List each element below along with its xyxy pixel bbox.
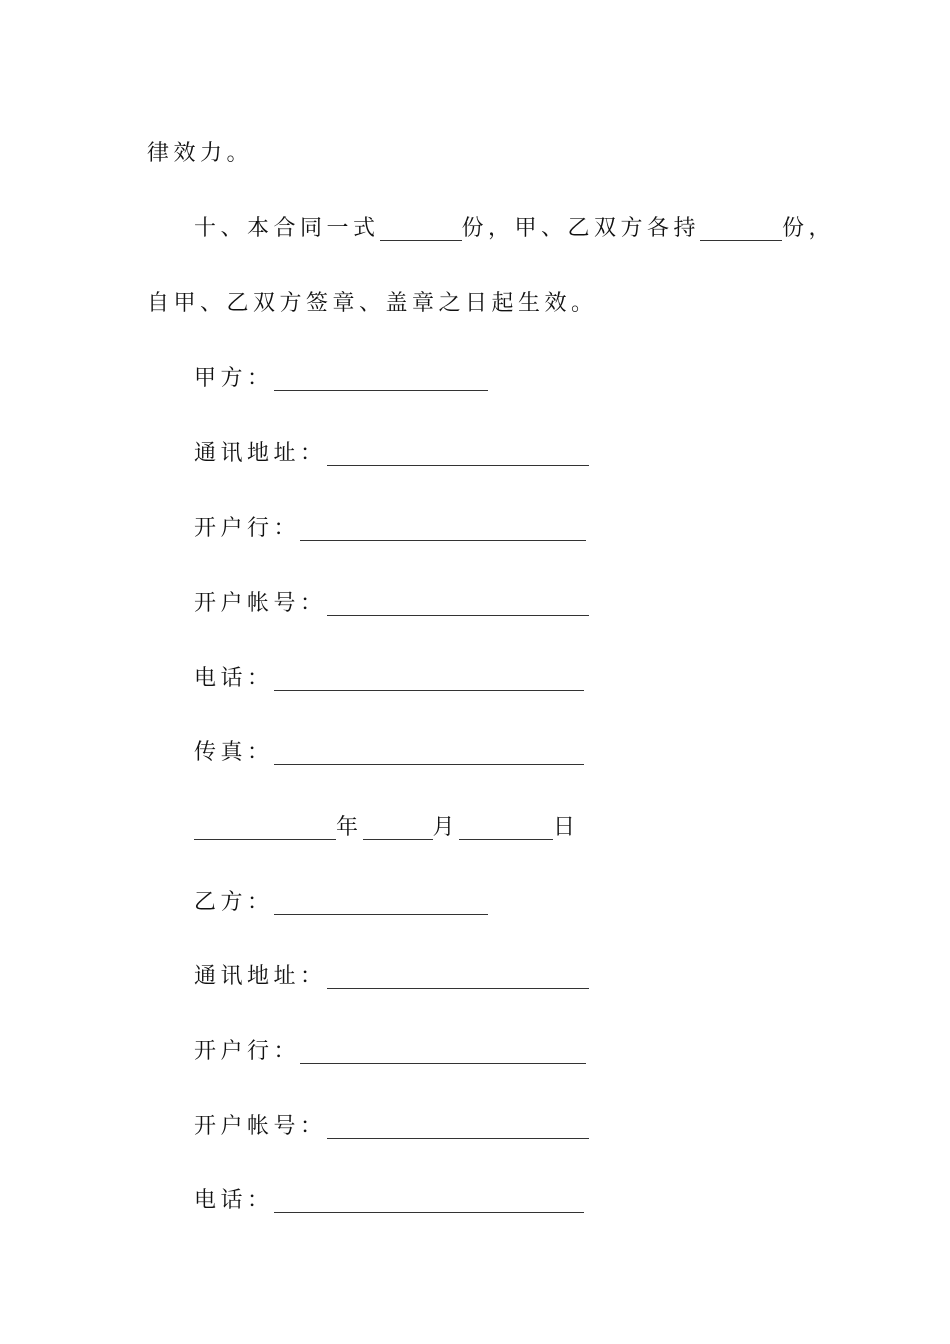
phone-label: 电话： [194, 665, 274, 691]
party-a-bank-blank[interactable] [300, 518, 586, 541]
address-label: 通讯地址： [194, 440, 327, 466]
party-b-account-row [194, 1104, 589, 1144]
paragraph-line [147, 281, 598, 321]
party-a-label: 甲方： [194, 365, 274, 391]
party-b-phone-row [194, 1178, 584, 1218]
party-a-phone-row [194, 656, 584, 696]
party-a-bank-row [194, 506, 586, 546]
day-blank[interactable] [459, 817, 553, 840]
party-a-address-row [194, 431, 589, 471]
party-b-address-row [194, 954, 589, 994]
party-b-address-blank[interactable] [327, 966, 589, 989]
bank-label: 开户行： [194, 515, 301, 541]
party-a-fax-blank[interactable] [274, 742, 584, 765]
text-segment: 份， [782, 215, 836, 241]
account-label: 开户帐号： [194, 1113, 327, 1139]
clause-ten-line [194, 206, 835, 246]
copies-total-blank[interactable] [380, 218, 462, 241]
party-b-blank[interactable] [274, 892, 488, 915]
text-segment: 份，甲、乙双方各持 [461, 215, 701, 241]
party-a-fax-row [194, 730, 584, 770]
day-label: 日 [553, 814, 580, 840]
year-blank[interactable] [194, 817, 336, 840]
party-b-phone-blank[interactable] [274, 1190, 584, 1213]
address-label: 通讯地址： [194, 963, 327, 989]
party-b-bank-blank[interactable] [300, 1041, 586, 1064]
phone-label: 电话： [194, 1187, 274, 1213]
text-segment: 十、本合同一式 [194, 215, 380, 241]
bank-label: 开户行： [194, 1038, 301, 1064]
party-a-address-blank[interactable] [327, 443, 589, 466]
party-a-account-row [194, 581, 589, 621]
month-blank[interactable] [363, 817, 433, 840]
party-a-account-blank[interactable] [327, 593, 589, 616]
party-b-bank-row [194, 1029, 586, 1069]
party-a-phone-blank[interactable] [274, 668, 584, 691]
account-label: 开户帐号： [194, 590, 327, 616]
date-row [194, 805, 580, 845]
year-label: 年 [336, 814, 363, 840]
fax-label: 传真： [194, 739, 274, 765]
copies-each-blank[interactable] [700, 218, 782, 241]
text-segment: 自甲、乙双方签章、盖章之日起生效。 [147, 290, 598, 316]
party-b-account-blank[interactable] [327, 1116, 589, 1139]
paragraph-line [147, 131, 253, 171]
month-label: 月 [432, 814, 460, 840]
party-b-row [194, 880, 488, 920]
party-a-blank[interactable] [274, 368, 488, 391]
party-a-row [194, 356, 488, 396]
party-b-label: 乙方： [194, 889, 274, 915]
text-segment: 律效力。 [147, 140, 254, 166]
